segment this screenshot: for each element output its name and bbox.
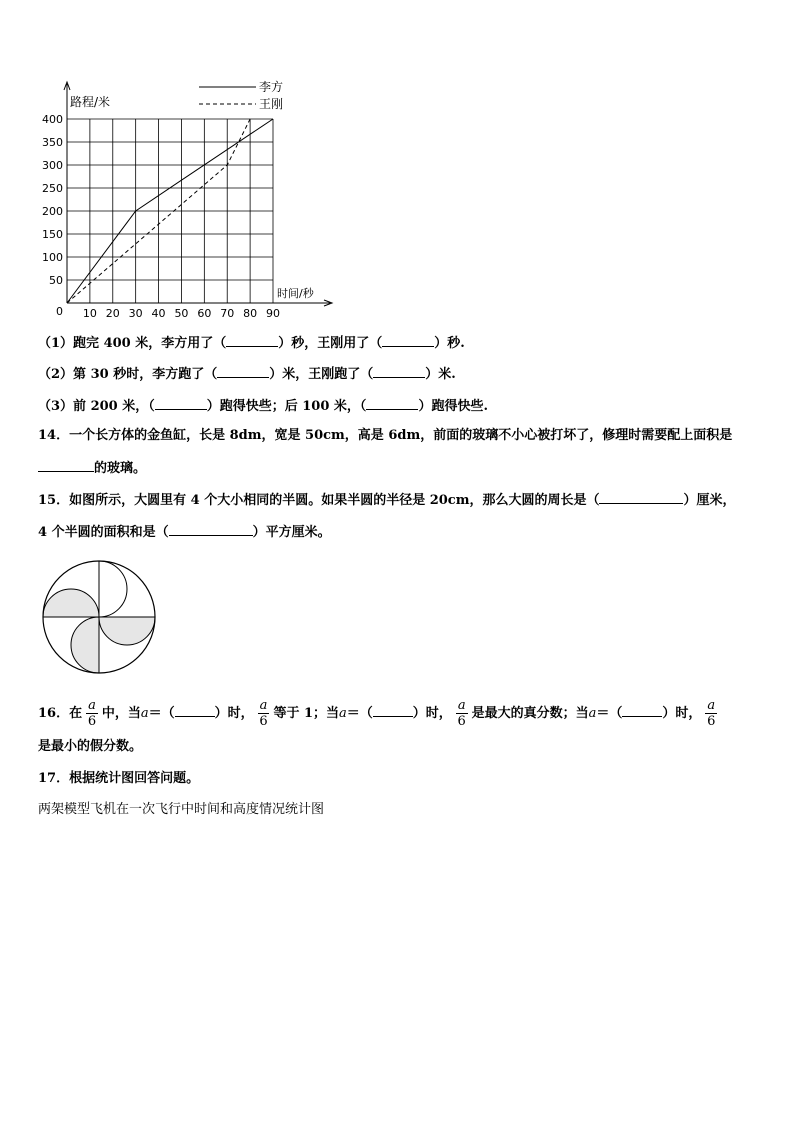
q16-text-9: ＝（ xyxy=(596,706,623,721)
fraction-numerator: a xyxy=(457,698,466,713)
origin-label: 0 xyxy=(56,305,63,318)
x-tick-label: 60 xyxy=(197,307,212,320)
q14-line2-text: 的玻璃。 xyxy=(94,461,147,476)
shaded-half-circle xyxy=(99,617,155,645)
q13-sub1 xyxy=(38,334,465,352)
answer-blank[interactable] xyxy=(382,334,434,347)
answer-blank[interactable] xyxy=(38,459,94,472)
fraction-numerator: a xyxy=(259,698,268,713)
answer-blank[interactable] xyxy=(373,704,413,717)
q16-text-2: 中，当 xyxy=(101,706,141,721)
fraction-numerator: a xyxy=(88,698,96,713)
answer-blank[interactable] xyxy=(226,334,278,347)
x-tick-label: 90 xyxy=(266,307,280,320)
shaded-half-circle xyxy=(71,617,99,673)
answer-blank[interactable] xyxy=(599,491,683,504)
variable-a: a xyxy=(339,706,347,721)
q15-line1-text-a: 15．如图所示，大圆里有 4 个大小相同的半圆。如果半圆的半径是 20cm，那么大圆的周长是（ xyxy=(38,493,600,508)
chart-axes xyxy=(64,82,332,306)
q15-line2-text-b: ）平方厘米。 xyxy=(252,525,331,540)
q13-sub3-text-a: （3）前 200 米，（ xyxy=(38,399,155,414)
q16-text-5: 等于 1；当 xyxy=(273,706,340,721)
chart-legend xyxy=(199,79,283,111)
fraction-denominator: 6 xyxy=(87,714,97,729)
answer-blank[interactable] xyxy=(366,397,418,410)
shaded-half-circle xyxy=(43,589,99,617)
q13-sub1-text-a: （1）跑完 400 米，李方用了（ xyxy=(38,336,227,351)
fraction-a-over-6 xyxy=(456,698,468,729)
x-axis-label: 时间/秒 xyxy=(277,287,314,300)
y-tick-label: 250 xyxy=(42,182,63,195)
fraction-denominator: 6 xyxy=(259,714,268,729)
fraction-denominator: 6 xyxy=(707,714,716,729)
q15-line1 xyxy=(38,491,736,509)
legend-label: 王刚 xyxy=(259,97,284,111)
pinwheel-figure xyxy=(40,557,158,675)
q14-line1: 14．一个长方体的金鱼缸，长是 8dm，宽是 50cm，高是 6dm，前面的玻璃不小心被打坏了，修理时需要配上面积是 xyxy=(38,428,733,443)
y-tick-label: 350 xyxy=(42,136,63,149)
x-tick-label: 40 xyxy=(151,307,166,320)
fraction-a-over-6 xyxy=(86,698,98,729)
q13-sub2-text-a: （2）第 30 秒时，李方跑了（ xyxy=(38,367,218,382)
half-circle-outline xyxy=(99,561,127,617)
q13-sub3 xyxy=(38,397,488,415)
y-tick-label: 400 xyxy=(42,113,63,126)
q15-line2-text-a: 4 个半圆的面积和是（ xyxy=(38,525,169,540)
q14-line2 xyxy=(38,459,146,477)
fraction-numerator: a xyxy=(707,698,716,713)
q13-sub3-text-c: ）跑得快些. xyxy=(418,399,488,414)
y-tick-label: 150 xyxy=(42,228,63,241)
x-tick-label: 50 xyxy=(174,307,189,320)
y-tick-label: 100 xyxy=(42,251,63,264)
fraction-a-over-6 xyxy=(705,698,717,729)
q16-text-7: ）时， xyxy=(412,706,452,721)
answer-blank[interactable] xyxy=(169,523,253,536)
x-tick-label: 70 xyxy=(220,307,235,320)
variable-a: a xyxy=(588,706,597,721)
y-axis-label: 路程/米 xyxy=(70,95,111,109)
q16-text-4: ）时， xyxy=(214,706,254,721)
q16-text-10: ）时， xyxy=(662,706,702,721)
q15-line1-text-b: ）厘米， xyxy=(683,493,736,508)
q16-text-8: 是最大的真分数；当 xyxy=(471,706,589,721)
x-tick-label: 20 xyxy=(105,307,120,320)
q15-line2 xyxy=(38,523,331,541)
distance-time-chart xyxy=(0,70,340,320)
answer-blank[interactable] xyxy=(373,365,425,378)
fraction-a-over-6 xyxy=(258,698,270,729)
q13-sub2 xyxy=(38,365,456,383)
y-tick-label: 50 xyxy=(49,274,63,287)
q16-line2: 是最小的假分数。 xyxy=(38,739,143,754)
answer-blank[interactable] xyxy=(217,365,269,378)
legend-label: 李方 xyxy=(259,80,284,94)
x-tick-label: 80 xyxy=(243,307,258,320)
x-tick-label: 10 xyxy=(82,307,97,320)
q13-sub3-text-b: ）跑得快些；后 100 米，（ xyxy=(206,399,367,414)
q13-sub1-text-c: ）秒. xyxy=(434,336,465,351)
answer-blank[interactable] xyxy=(175,704,215,717)
x-tick-label: 30 xyxy=(128,307,143,320)
q13-sub1-text-b: ）秒，王刚用了（ xyxy=(278,336,383,351)
q16-text-1: 16．在 xyxy=(38,706,83,721)
y-tick-label: 300 xyxy=(42,159,63,172)
q13-sub2-text-c: ）米. xyxy=(425,367,456,382)
chart-grid xyxy=(67,119,273,303)
y-tick-label: 200 xyxy=(42,205,63,218)
q16-text-6: ＝（ xyxy=(346,706,373,721)
q17-chart-caption: 两架模型飞机在一次飞行中时间和高度情况统计图 xyxy=(38,802,325,817)
q16-text-3: ＝（ xyxy=(148,706,175,721)
fraction-denominator: 6 xyxy=(457,714,466,729)
answer-blank[interactable] xyxy=(155,397,207,410)
q13-sub2-text-b: ）米，王刚跑了（ xyxy=(269,367,374,382)
answer-blank[interactable] xyxy=(622,704,662,717)
variable-a: a xyxy=(140,706,149,721)
q17-title: 17．根据统计图回答问题。 xyxy=(38,771,200,786)
q16-line1 xyxy=(38,697,721,731)
